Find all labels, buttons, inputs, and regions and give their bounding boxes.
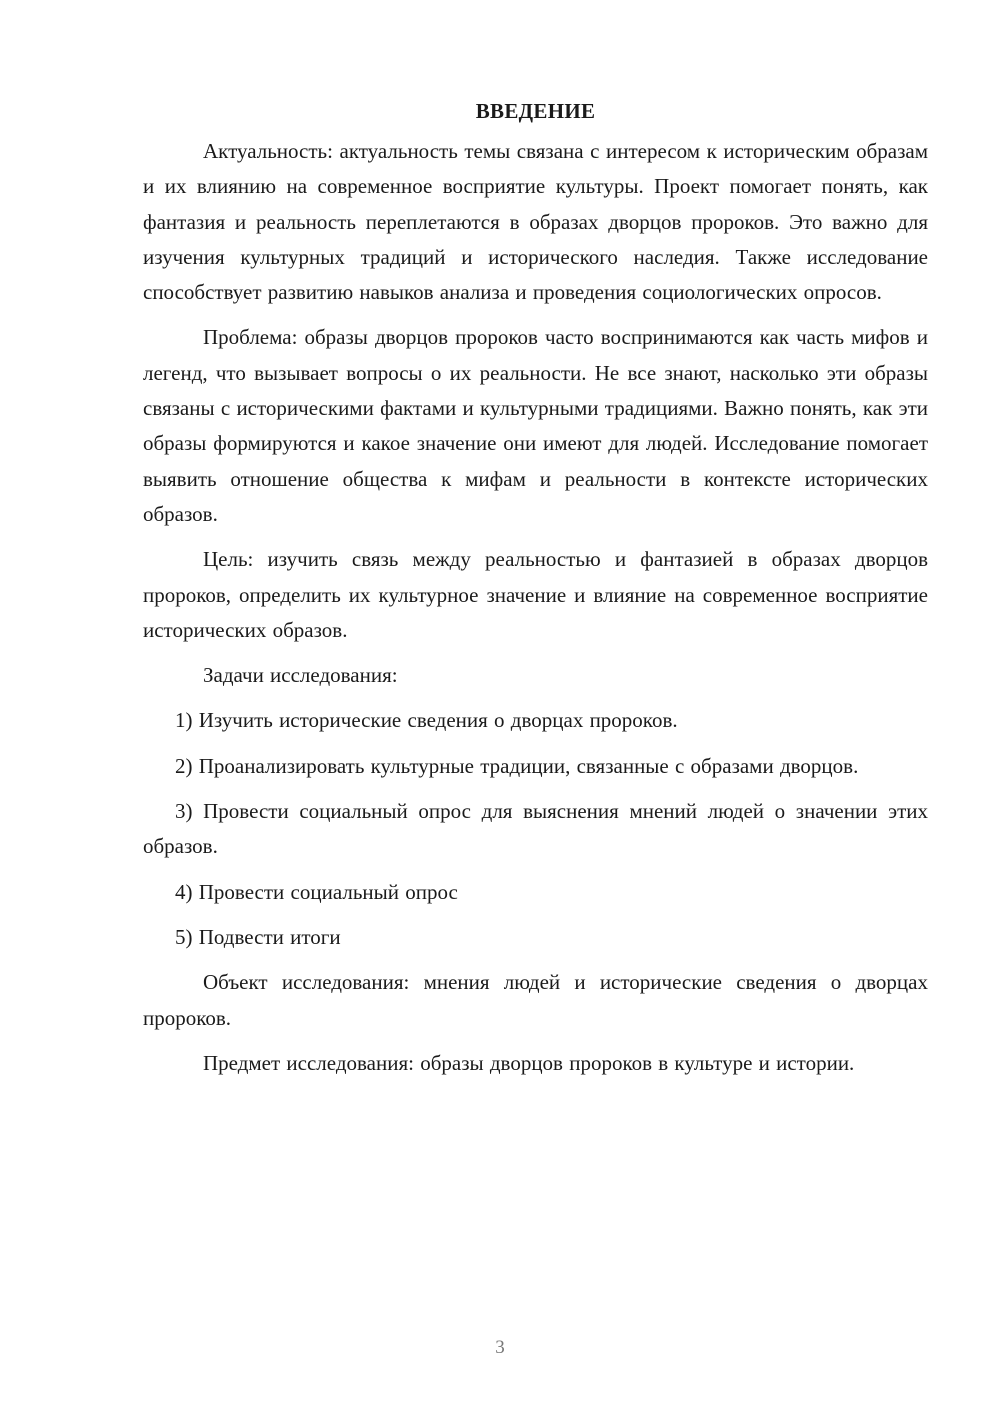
relevance-paragraph: Актуальность: актуальность темы связана с интересом к историческим образам и их влиянию на современное восприятие культуры. Проект помогает понять, как фантазия и реальность переплетаются в образах дворцов пророков. Это важно для изучения культурных традиций и исторического наследия. Также исследование способствует развитию навыков анализа и проведения социологических опросов.: [143, 139, 928, 305]
page-content: [143, 96, 928, 1091]
problem-paragraph: Проблема: образы дворцов пророков часто воспринимаются как часть мифов и легенд, что вызывает вопросы о их реальности. Не все знают, насколько эти образы связаны с историческими фактами и культурными традициями. Важно понять, как эти образы формируются и какое значение они имеют для людей. Исследование помогает выявить отношение общества к мифам и реальности в контексте исторических образов.: [143, 325, 928, 526]
tasks-heading: Задачи исследования:: [203, 663, 398, 688]
object-paragraph: Объект исследования: мнения людей и исторические сведения о дворцах пророков.: [143, 970, 928, 1030]
task-item: 3) Провести социальный опрос для выяснения мнений людей о значении этих образов.: [143, 799, 928, 859]
page-number: 3: [495, 1337, 505, 1358]
task-item: 2) Проанализировать культурные традиции, связанные с образами дворцов.: [175, 753, 859, 778]
task-item: 4) Провести социальный опрос: [175, 879, 458, 904]
task-item: 5) Подвести итоги: [175, 924, 341, 949]
subject-paragraph: Предмет исследования: образы дворцов пророков в культуре и истории.: [203, 1050, 855, 1075]
goal-paragraph: Цель: изучить связь между реальностью и фантазией в образах дворцов пророков, определить их культурное значение и влияние на современное восприятие исторических образов.: [143, 547, 928, 642]
section-heading: ВВЕДЕНИЕ: [475, 99, 596, 123]
task-item: 1) Изучить исторические сведения о дворцах пророков.: [175, 708, 678, 733]
